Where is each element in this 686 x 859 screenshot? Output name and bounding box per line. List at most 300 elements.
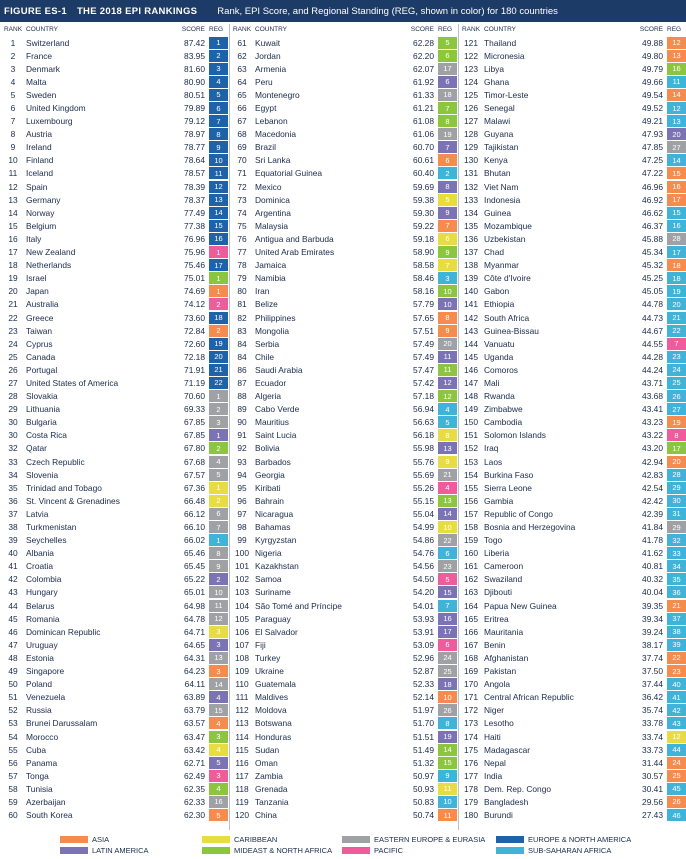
country-cell: Lebanon	[255, 116, 288, 127]
ranking-row	[231, 88, 457, 101]
country-cell: Niger	[484, 705, 505, 716]
ranking-row	[231, 481, 457, 494]
country-cell: Tonga	[26, 770, 49, 781]
score-cell: 59.30	[413, 207, 434, 218]
country-cell: Vanuatu	[484, 338, 515, 349]
score-cell: 78.57	[184, 168, 205, 179]
score-cell: 75.01	[184, 273, 205, 284]
ranking-row	[2, 376, 228, 389]
rank-cell: 47	[8, 639, 18, 650]
rank-cell: 51	[8, 692, 18, 703]
rank-cell: 37	[8, 508, 18, 519]
reg-badge: 18	[438, 89, 457, 101]
rank-cell: 82	[237, 312, 247, 323]
score-cell: 57.65	[413, 312, 434, 323]
score-cell: 39.35	[642, 600, 663, 611]
ranking-row	[231, 390, 457, 403]
rank-cell: 45	[8, 613, 18, 624]
ranking-row	[460, 206, 686, 219]
ranking-row	[231, 730, 457, 743]
score-cell: 39.34	[642, 613, 663, 624]
reg-badge: 4	[209, 456, 228, 468]
reg-badge: 6	[209, 102, 228, 114]
country-cell: Zimbabwe	[484, 404, 523, 415]
country-cell: Rwanda	[484, 391, 515, 402]
ranking-row	[2, 494, 228, 507]
country-cell: New Zealand	[26, 247, 76, 258]
rank-cell: 123	[464, 63, 478, 74]
ranking-row	[2, 49, 228, 62]
score-cell: 62.07	[413, 63, 434, 74]
reg-badge: 23	[438, 560, 457, 572]
score-cell: 77.49	[184, 207, 205, 218]
reg-badge: 23	[667, 665, 686, 677]
ranking-row	[231, 691, 457, 704]
reg-badge: 14	[209, 207, 228, 219]
rank-cell: 69	[237, 142, 247, 153]
rank-cell: 96	[237, 495, 247, 506]
ranking-row	[2, 612, 228, 625]
reg-badge: 15	[209, 704, 228, 716]
reg-badge: 39	[667, 639, 686, 651]
reg-badge: 16	[438, 613, 457, 625]
score-cell: 59.38	[413, 194, 434, 205]
score-cell: 66.48	[184, 495, 205, 506]
rank-cell: 25	[8, 351, 18, 362]
country-cell: Swaziland	[484, 574, 523, 585]
ranking-row	[460, 507, 686, 520]
ranking-row	[231, 756, 457, 769]
score-cell: 45.05	[642, 286, 663, 297]
ranking-row	[231, 193, 457, 206]
reg-badge: 4	[438, 482, 457, 494]
reg-badge: 28	[667, 233, 686, 245]
score-cell: 46.62	[642, 207, 663, 218]
reg-badge: 21	[209, 364, 228, 376]
country-cell: Ethiopia	[484, 299, 515, 310]
ranking-row	[460, 75, 686, 88]
reg-badge: 18	[209, 312, 228, 324]
score-cell: 52.96	[413, 652, 434, 663]
legend-label: CARIBBEAN	[234, 835, 278, 844]
ranking-row	[231, 704, 457, 717]
score-cell: 57.18	[413, 391, 434, 402]
reg-badge: 11	[438, 783, 457, 795]
reg-badge: 9	[438, 770, 457, 782]
score-cell: 87.42	[184, 37, 205, 48]
legend-item-latin-america	[60, 846, 149, 855]
ranking-row	[231, 180, 457, 193]
score-cell: 50.74	[413, 810, 434, 821]
rank-cell: 128	[464, 129, 478, 140]
score-cell: 44.28	[642, 351, 663, 362]
country-cell: Mauritius	[255, 417, 289, 428]
ranking-row	[460, 62, 686, 75]
rank-cell: 166	[464, 626, 478, 637]
ranking-row	[2, 259, 228, 272]
rank-cell: 23	[8, 325, 18, 336]
rank-cell: 52	[8, 705, 18, 716]
score-cell: 67.36	[184, 482, 205, 493]
reg-badge: 22	[667, 325, 686, 337]
figure-header	[0, 0, 686, 22]
country-cell: Honduras	[255, 731, 292, 742]
country-cell: Romania	[26, 613, 60, 624]
legend-swatch	[202, 836, 230, 843]
ranking-row	[2, 350, 228, 363]
country-cell: United States of America	[26, 377, 119, 388]
reg-badge: 7	[209, 115, 228, 127]
rank-cell: 24	[8, 338, 18, 349]
score-cell: 53.93	[413, 613, 434, 624]
reg-badge: 7	[438, 259, 457, 271]
ranking-row	[460, 180, 686, 193]
rank-cell: 130	[464, 155, 478, 166]
ranking-row	[460, 599, 686, 612]
score-cell: 78.37	[184, 194, 205, 205]
score-cell: 60.70	[413, 142, 434, 153]
reg-badge: 10	[438, 691, 457, 703]
country-cell: Tanzania	[255, 796, 289, 807]
country-cell: Tunisia	[26, 783, 53, 794]
reg-badge: 4	[209, 691, 228, 703]
score-cell: 57.49	[413, 351, 434, 362]
reg-badge: 11	[667, 76, 686, 88]
country-cell: Brazil	[255, 142, 276, 153]
score-cell: 63.89	[184, 692, 205, 703]
score-cell: 78.77	[184, 142, 205, 153]
rank-cell: 171	[464, 692, 478, 703]
ranking-row	[460, 154, 686, 167]
ranking-row	[460, 88, 686, 101]
reg-badge: 2	[209, 50, 228, 62]
rank-cell: 8	[10, 129, 16, 140]
score-cell: 41.84	[642, 522, 663, 533]
legend-label: MIDEAST & NORTH AFRICA	[234, 846, 333, 855]
reg-badge: 28	[667, 469, 686, 481]
reg-badge: 19	[209, 338, 228, 350]
rank-cell: 170	[464, 679, 478, 690]
ranking-row	[231, 468, 457, 481]
country-cell: Senegal	[484, 103, 515, 114]
country-cell: Switzerland	[26, 37, 70, 48]
rank-cell: 83	[237, 325, 247, 336]
country-cell: Antigua and Barbuda	[255, 233, 334, 244]
rank-cell: 86	[237, 364, 247, 375]
ranking-row	[231, 141, 457, 154]
ranking-row	[2, 337, 228, 350]
rank-cell: 89	[237, 404, 247, 415]
ranking-row	[460, 167, 686, 180]
reg-badge: 3	[438, 272, 457, 284]
score-cell: 40.81	[642, 561, 663, 572]
country-cell: Belize	[255, 299, 278, 310]
rank-cell: 115	[235, 744, 249, 755]
score-cell: 47.22	[642, 168, 663, 179]
rank-cell: 19	[8, 273, 18, 284]
reg-badge: 9	[438, 456, 457, 468]
country-cell: Taiwan	[26, 325, 53, 336]
ranking-row	[2, 782, 228, 795]
country-cell: Morocco	[26, 731, 59, 742]
column-header	[231, 26, 457, 36]
score-cell: 54.99	[413, 522, 434, 533]
rank-cell: 38	[8, 522, 18, 533]
rank-cell: 26	[8, 364, 18, 375]
score-cell: 49.66	[642, 76, 663, 87]
ranking-row	[2, 730, 228, 743]
rank-header: RANK	[3, 26, 23, 33]
score-cell: 60.61	[413, 155, 434, 166]
reg-badge: 19	[667, 285, 686, 297]
country-cell: Armenia	[255, 63, 287, 74]
ranking-row	[460, 547, 686, 560]
ranking-row	[2, 717, 228, 730]
legend-item-sub-saharan-africa	[496, 846, 611, 855]
reg-badge: 1	[209, 482, 228, 494]
score-cell: 55.26	[413, 482, 434, 493]
score-cell: 73.60	[184, 312, 205, 323]
rank-cell: 164	[464, 600, 478, 611]
ranking-row	[231, 350, 457, 363]
country-cell: Canada	[26, 351, 56, 362]
country-cell: Angola	[484, 679, 511, 690]
ranking-row	[2, 481, 228, 494]
rank-cell: 126	[464, 103, 478, 114]
country-cell: Gabon	[484, 286, 510, 297]
rank-cell: 168	[464, 652, 478, 663]
reg-badge: 41	[667, 691, 686, 703]
rank-cell: 76	[237, 233, 247, 244]
reg-badge: 2	[209, 442, 228, 454]
rank-cell: 46	[8, 626, 18, 637]
reg-badge: 8	[438, 429, 457, 441]
rank-cell: 64	[237, 76, 247, 87]
reg-badge: 38	[667, 626, 686, 638]
country-cell: Brunei Darussalam	[26, 718, 98, 729]
reg-badge: 20	[438, 338, 457, 350]
reg-badge: 33	[667, 547, 686, 559]
reg-badge: 6	[438, 233, 457, 245]
country-cell: Azerbaijan	[26, 796, 66, 807]
ranking-row	[2, 638, 228, 651]
country-cell: Namibia	[255, 273, 286, 284]
country-cell: Austria	[26, 129, 53, 140]
country-cell: Chile	[255, 351, 275, 362]
legend-label: PACIFIC	[374, 846, 404, 855]
score-cell: 47.93	[642, 129, 663, 140]
ranking-row	[231, 507, 457, 520]
rank-cell: 176	[464, 757, 478, 768]
score-cell: 29.56	[642, 796, 663, 807]
ranking-row	[460, 193, 686, 206]
ranking-row	[231, 442, 457, 455]
score-cell: 57.51	[413, 325, 434, 336]
rank-cell: 151	[464, 430, 478, 441]
ranking-row	[2, 232, 228, 245]
country-cell: Italy	[26, 233, 42, 244]
ranking-row	[2, 534, 228, 547]
ranking-row	[2, 520, 228, 533]
reg-badge: 7	[438, 220, 457, 232]
country-cell: Haiti	[484, 731, 501, 742]
score-cell: 63.42	[184, 744, 205, 755]
rank-cell: 87	[237, 377, 247, 388]
score-cell: 30.41	[642, 783, 663, 794]
reg-badge: 30	[667, 495, 686, 507]
reg-badge: 3	[209, 416, 228, 428]
rank-cell: 48	[8, 652, 18, 663]
reg-badge: 12	[438, 377, 457, 389]
reg-badge: 13	[438, 442, 457, 454]
rank-cell: 65	[237, 89, 247, 100]
reg-badge: 2	[438, 167, 457, 179]
country-cell: France	[26, 50, 53, 61]
ranking-row	[231, 285, 457, 298]
ranking-row	[460, 115, 686, 128]
score-cell: 54.56	[413, 561, 434, 572]
reg-badge: 17	[667, 194, 686, 206]
rank-cell: 129	[464, 142, 478, 153]
ranking-row	[2, 246, 228, 259]
score-cell: 56.94	[413, 404, 434, 415]
country-cell: Portugal	[26, 364, 58, 375]
country-cell: Afghanistan	[484, 652, 529, 663]
country-cell: Belgium	[26, 220, 57, 231]
country-cell: Sudan	[255, 744, 280, 755]
reg-badge: 10	[438, 298, 457, 310]
ranking-row	[2, 691, 228, 704]
ranking-row	[460, 704, 686, 717]
rank-cell: 41	[8, 561, 18, 572]
score-cell: 43.68	[642, 391, 663, 402]
score-cell: 45.88	[642, 233, 663, 244]
ranking-row	[2, 363, 228, 376]
score-cell: 54.01	[413, 600, 434, 611]
rank-cell: 163	[464, 587, 478, 598]
ranking-row	[231, 128, 457, 141]
score-cell: 36.42	[642, 692, 663, 703]
ranking-row	[460, 311, 686, 324]
country-cell: Suriname	[255, 587, 291, 598]
country-header: COUNTRY	[26, 26, 59, 33]
score-cell: 53.91	[413, 626, 434, 637]
country-cell: Kazakhstan	[255, 561, 299, 572]
reg-badge: 31	[667, 508, 686, 520]
reg-badge: 1	[209, 272, 228, 284]
score-cell: 58.16	[413, 286, 434, 297]
score-cell: 49.88	[642, 37, 663, 48]
rank-cell: 50	[8, 679, 18, 690]
score-cell: 37.50	[642, 666, 663, 677]
rank-cell: 10	[8, 155, 18, 166]
ranking-row	[460, 272, 686, 285]
reg-badge: 13	[667, 50, 686, 62]
score-cell: 49.80	[642, 50, 663, 61]
reg-badge: 17	[438, 626, 457, 638]
score-cell: 49.54	[642, 89, 663, 100]
country-cell: Malaysia	[255, 220, 289, 231]
country-cell: Seychelles	[26, 535, 67, 546]
country-cell: Nicaragua	[255, 508, 294, 519]
country-cell: Georgia	[255, 469, 285, 480]
rank-cell: 3	[10, 63, 16, 74]
rank-cell: 73	[237, 194, 247, 205]
ranking-row	[231, 36, 457, 49]
score-cell: 49.21	[642, 116, 663, 127]
country-cell: Guyana	[484, 129, 514, 140]
ranking-row	[460, 49, 686, 62]
ranking-row	[460, 232, 686, 245]
rank-cell: 4	[10, 76, 16, 87]
country-cell: Lithuania	[26, 404, 60, 415]
score-cell: 51.97	[413, 705, 434, 716]
country-cell: United Kingdom	[26, 103, 86, 114]
score-cell: 58.46	[413, 273, 434, 284]
ranking-row	[460, 101, 686, 114]
rank-cell: 98	[237, 522, 247, 533]
rank-cell: 108	[235, 652, 249, 663]
score-cell: 43.22	[642, 430, 663, 441]
ranking-row	[2, 88, 228, 101]
country-cell: Estonia	[26, 652, 54, 663]
rank-cell: 132	[464, 181, 478, 192]
score-cell: 54.50	[413, 574, 434, 585]
country-cell: Bahrain	[255, 495, 284, 506]
reg-badge: 8	[438, 717, 457, 729]
score-cell: 80.51	[184, 89, 205, 100]
rank-cell: 159	[464, 535, 478, 546]
score-cell: 77.38	[184, 220, 205, 231]
reg-badge: 11	[438, 809, 457, 821]
country-cell: Uzbekistan	[484, 233, 526, 244]
ranking-row	[2, 678, 228, 691]
rank-cell: 119	[235, 796, 249, 807]
score-cell: 50.97	[413, 770, 434, 781]
country-cell: Benin	[484, 639, 506, 650]
ranking-row	[2, 403, 228, 416]
reg-badge: 34	[667, 560, 686, 572]
country-cell: Kuwait	[255, 37, 281, 48]
reg-badge: 26	[667, 796, 686, 808]
ranking-row	[231, 272, 457, 285]
reg-badge: 27	[667, 141, 686, 153]
reg-badge: 1	[209, 37, 228, 49]
country-cell: Poland	[26, 679, 53, 690]
rank-cell: 120	[235, 810, 249, 821]
reg-badge: 19	[438, 731, 457, 743]
ranking-row	[231, 743, 457, 756]
ranking-row	[2, 141, 228, 154]
reg-badge: 13	[209, 194, 228, 206]
score-cell: 64.98	[184, 600, 205, 611]
rank-cell: 179	[464, 796, 478, 807]
ranking-row	[231, 62, 457, 75]
country-cell: Iraq	[484, 443, 499, 454]
score-cell: 61.06	[413, 129, 434, 140]
ranking-row	[2, 154, 228, 167]
reg-badge: 12	[209, 181, 228, 193]
score-cell: 64.31	[184, 652, 205, 663]
score-cell: 61.21	[413, 103, 434, 114]
ranking-row	[2, 193, 228, 206]
ranking-row	[231, 665, 457, 678]
score-cell: 64.65	[184, 639, 205, 650]
score-cell: 58.90	[413, 247, 434, 258]
score-cell: 83.95	[184, 50, 205, 61]
score-cell: 64.23	[184, 666, 205, 677]
reg-badge: 11	[438, 351, 457, 363]
